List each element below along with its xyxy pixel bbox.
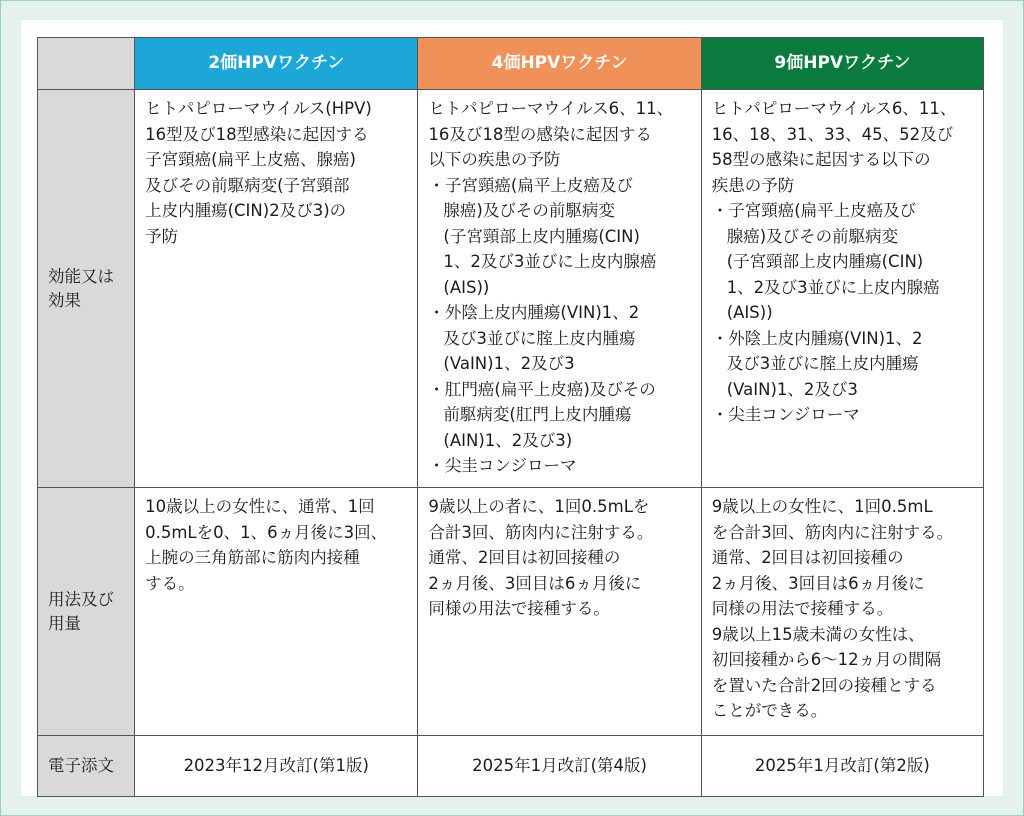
text-line: 0.5mLを0、1、6ヵ月後に3回、 bbox=[145, 522, 388, 542]
text-line: 9歳以上の女性に、1回0.5mL bbox=[711, 497, 933, 516]
text-line: 2ヵ月後、3回目は6ヵ月後に bbox=[711, 573, 925, 593]
text-line: 腺癌)及びその前駆病変 bbox=[443, 201, 615, 220]
efficacy-2-valent bbox=[135, 90, 418, 488]
dosage-9-valent bbox=[701, 488, 983, 736]
text-line: を置いた合計2回の接種とする bbox=[711, 675, 937, 695]
text-line: (AIN)1、2及び3) bbox=[443, 430, 573, 450]
text-line: 及び3並びに腟上皮内腫瘍 bbox=[443, 328, 636, 348]
package-insert-row bbox=[38, 736, 984, 797]
text-line: 及び3並びに腟上皮内腫瘍 bbox=[726, 354, 919, 373]
header-2-valent: 2価HPVワクチン bbox=[135, 38, 418, 90]
text-line: 初回接種から6～12ヵ月の間隔 bbox=[711, 650, 942, 669]
text-line: 10歳以上の女性に、通常、1回 bbox=[145, 497, 375, 516]
text-line: (VaIN)1、2及び3 bbox=[443, 354, 575, 373]
text-line: 16及び18型の感染に起因する bbox=[428, 124, 652, 144]
efficacy-label bbox=[38, 90, 135, 488]
text-line: 疾患の予防 bbox=[711, 175, 795, 195]
text-line: 通常、2回目は初回接種の bbox=[711, 548, 904, 567]
text-line: ヒトパピローマウイルス(HPV) bbox=[145, 99, 372, 118]
efficacy-label-line: 効果 bbox=[48, 290, 81, 310]
text-line: (子宮頸部上皮内腫瘍(CIN) bbox=[726, 252, 924, 271]
text-line: (VaIN)1、2及び3 bbox=[726, 379, 858, 399]
dosage-row bbox=[38, 488, 984, 736]
bullet-line: ・外陰上皮内腫瘍(VIN)1、2 bbox=[428, 303, 640, 322]
text-line: ことができる。 bbox=[711, 701, 828, 720]
text-line: 16、18、31、33、45、52及び bbox=[711, 124, 954, 144]
bullet-line: ・外陰上皮内腫瘍(VIN)1、2 bbox=[711, 328, 923, 348]
package-insert-2-valent: 2023年12月改訂(第1版) bbox=[135, 736, 418, 797]
package-insert-4-valent: 2025年1月改訂(第4版) bbox=[418, 736, 701, 797]
bullet-line: ・尖圭コンジローマ bbox=[428, 456, 577, 475]
header-4-valent: 4価HPVワクチン bbox=[418, 38, 701, 90]
text-line: 58型の感染に起因する以下の bbox=[711, 150, 931, 169]
text-line: 上皮内腫瘍(CIN)2及び3)の bbox=[145, 201, 347, 220]
efficacy-4-valent bbox=[418, 90, 701, 488]
dosage-2-valent bbox=[135, 488, 418, 736]
efficacy-9-valent bbox=[701, 90, 983, 488]
bullet-line: ・子宮頸癌(扁平上皮癌及び bbox=[711, 201, 917, 220]
text-line: 以下の疾患の予防 bbox=[428, 150, 561, 169]
text-line: 同様の用法で接種する。 bbox=[711, 599, 894, 618]
text-line: 及びその前駆病変(子宮頸部 bbox=[145, 175, 350, 195]
text-line: (AIS)) bbox=[443, 277, 490, 297]
header-9-valent: 9価HPVワクチン bbox=[701, 38, 983, 90]
efficacy-row bbox=[38, 90, 984, 488]
bullet-line: ・尖圭コンジローマ bbox=[711, 405, 860, 424]
text-line: ヒトパピローマウイルス6、11、 bbox=[711, 99, 957, 118]
text-line: 1、2及び3並びに上皮内腺癌 bbox=[726, 277, 940, 297]
text-line: 16型及び18型感染に起因する bbox=[145, 124, 369, 144]
text-line: ヒトパピローマウイルス6、11、 bbox=[428, 99, 674, 118]
dosage-label-line: 用量 bbox=[48, 613, 81, 633]
text-line: 前駆病変(肛門上皮内腫瘍 bbox=[443, 405, 632, 424]
text-line: 9歳以上の者に、1回0.5mLを bbox=[428, 497, 650, 516]
hpv-vaccine-comparison-table bbox=[37, 37, 984, 797]
text-line: 同様の用法で接種する。 bbox=[428, 599, 610, 618]
bullet-line: ・子宮頸癌(扁平上皮癌及び bbox=[428, 175, 633, 195]
header-corner bbox=[38, 38, 135, 90]
text-line: 2ヵ月後、3回目は6ヵ月後に bbox=[428, 573, 642, 593]
efficacy-label-line: 効能又は bbox=[48, 266, 114, 286]
text-line: 9歳以上15歳未満の女性は、 bbox=[711, 624, 925, 644]
package-insert-label: 電子添文 bbox=[38, 736, 135, 797]
text-line: 通常、2回目は初回接種の bbox=[428, 548, 621, 567]
text-line: 予防 bbox=[145, 226, 179, 246]
text-line: 腺癌)及びその前駆病変 bbox=[726, 226, 899, 246]
text-line: (子宮頸部上皮内腫瘍(CIN) bbox=[443, 226, 640, 246]
bullet-line: ・肛門癌(扁平上皮癌)及びその bbox=[428, 379, 656, 399]
text-line: 1、2及び3並びに上皮内腺癌 bbox=[443, 252, 657, 271]
text-line: 上腕の三角筋部に筋肉内接種 bbox=[145, 548, 360, 567]
text-line: を合計3回、筋肉内に注射する。 bbox=[711, 522, 954, 542]
package-insert-9-valent: 2025年1月改訂(第2版) bbox=[701, 736, 983, 797]
dosage-4-valent bbox=[418, 488, 701, 736]
text-line: 子宮頸癌(扁平上皮癌、腺癌) bbox=[145, 150, 356, 169]
text-line: 合計3回、筋肉内に注射する。 bbox=[428, 522, 654, 542]
dosage-label bbox=[38, 488, 135, 736]
text-line: (AIS)) bbox=[726, 303, 773, 322]
header-row bbox=[38, 38, 984, 90]
text-line: する。 bbox=[145, 573, 195, 593]
dosage-label-line: 用法及び bbox=[48, 589, 114, 609]
